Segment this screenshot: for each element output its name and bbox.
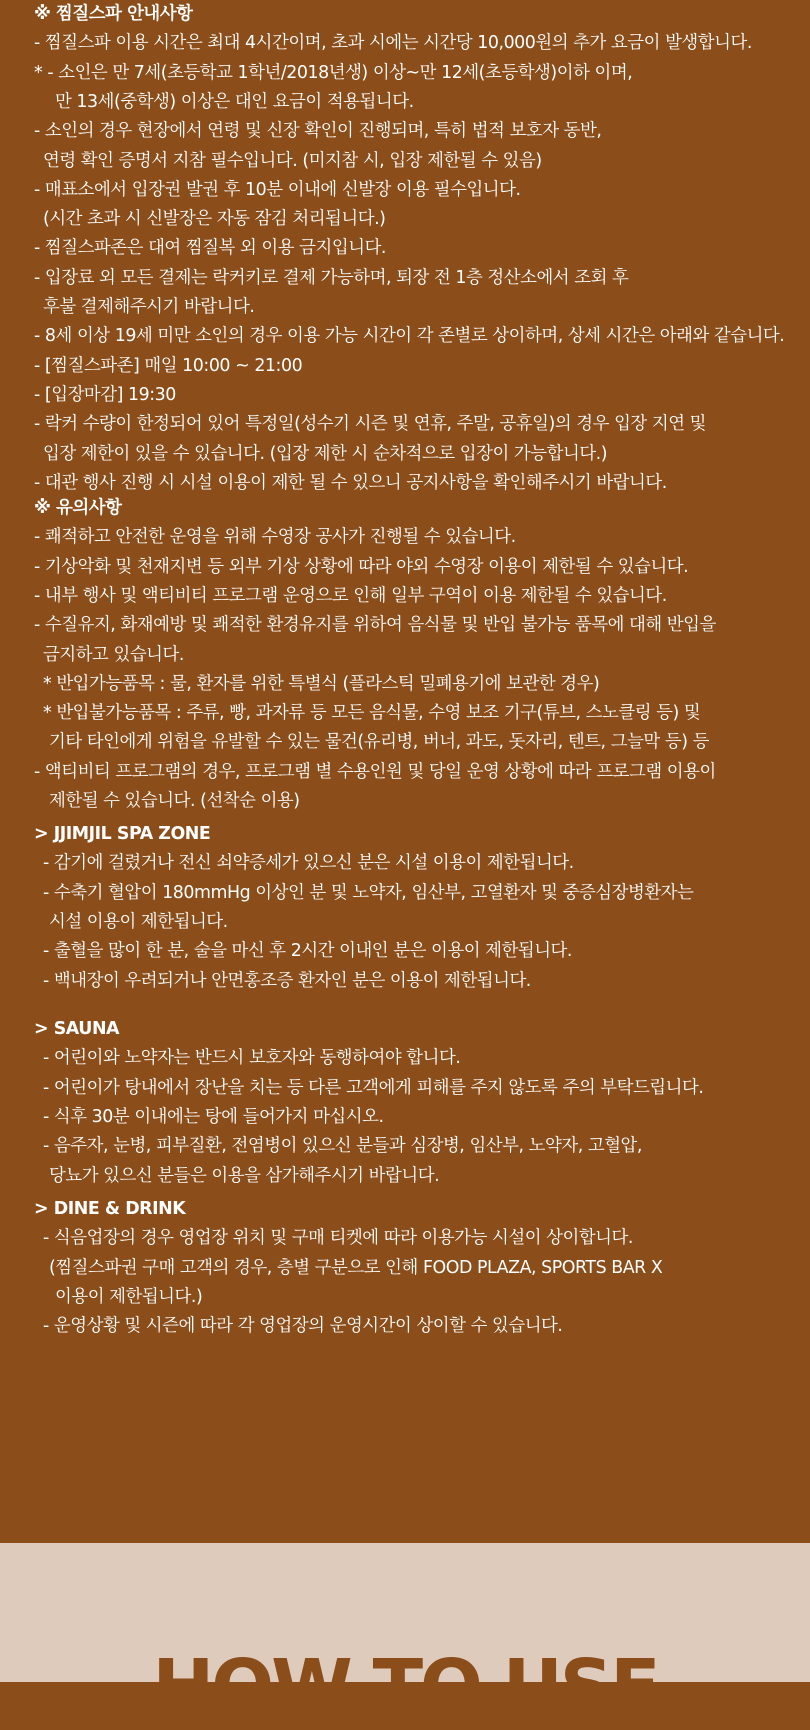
notice-line: 후불 결제해주시기 바랍니다. — [43, 297, 255, 317]
notice-line: - 찜질스파 이용 시간은 최대 4시간이며, 초과 시에는 시간당 10,000원의 추가 요금이 발생합니다. — [34, 33, 752, 54]
notice-line: - 감기에 걸렸거나 전신 쇠약증세가 있으신 분은 시설 이용이 제한됩니다. — [43, 853, 574, 874]
notice-line: * 반입가능품목 : 물, 환자를 위한 특별식 (플라스틱 밀폐용기에 보관한 경우) — [43, 673, 600, 694]
notice-line: - 수축기 혈압이 180mmHg 이상인 분 및 노약자, 임산부, 고열환자 및 중증심장병환자는 — [43, 882, 694, 903]
section-heading: ※ 찜질스파 안내사항 — [34, 4, 193, 24]
section-heading: ※ 유의사항 — [34, 498, 122, 518]
notice-line: - 식후 30분 이내에는 탕에 들어가지 마십시오. — [43, 1106, 384, 1127]
notice-line: - 락커 수량이 한정되어 있어 특정일(성수기 시즌 및 연휴, 주말, 공휴일)의 경우 입장 지연 및 — [34, 414, 706, 435]
notice-line: - [찜질스파존] 매일 10:00 ~ 21:00 — [34, 355, 303, 376]
notice-line: - 소인의 경우 현장에서 연령 및 신장 확인이 진행되며, 특히 법적 보호자 동반, — [34, 121, 602, 142]
notice-line: (시간 초과 시 신발장은 자동 잠김 처리됩니다.) — [43, 209, 386, 230]
notice-line: 시설 이용이 제한됩니다. — [49, 911, 228, 932]
notice-line: * - 소인은 만 7세(초등학교 1학년/2018년생) 이상~만 12세(초등학생)이하 이며, — [34, 62, 633, 83]
notice-line: - 출혈을 많이 한 분, 술을 마신 후 2시간 이내인 분은 이용이 제한됩니다. — [43, 941, 572, 962]
notice-line: - 기상악화 및 천재지변 등 외부 기상 상황에 따라 야외 수영장 이용이 제한될 수 있습니다. — [34, 556, 689, 577]
notice-line: - 액티비티 프로그램의 경우, 프로그램 별 수용인원 및 당일 운영 상황에 따라 프로그램 이용이 — [34, 761, 716, 782]
notice-line: - [입장마감] 19:30 — [34, 384, 176, 405]
how-to-use-heading: HOW TO USE — [152, 1644, 658, 1730]
notice-line: 만 13세(중학생) 이상은 대인 요금이 적용됩니다. — [55, 91, 414, 112]
notice-line: - 어린이가 탕내에서 장난을 치는 등 다른 고객에게 피해를 주지 않도록 주의 부탁드립니다. — [43, 1077, 704, 1098]
notice-line: - 수질유지, 화재예방 및 쾌적한 환경유지를 위하여 음식물 및 반입 불가능 품목에 대해 반입을 — [34, 615, 716, 636]
notice-line: - 대관 행사 진행 시 시설 이용이 제한 될 수 있으니 공지사항을 확인해주시기 바랍니다. — [34, 472, 667, 493]
notice-line: 금지하고 있습니다. — [43, 644, 184, 665]
notice-line: - 백내장이 우려되거나 안면홍조증 환자인 분은 이용이 제한됩니다. — [43, 970, 531, 991]
notice-line: - 매표소에서 입장권 발권 후 10분 이내에 신발장 이용 필수입니다. — [34, 179, 521, 200]
section-heading: > DINE & DRINK — [34, 1199, 186, 1219]
notice-line: (찜질스파권 구매 고객의 경우, 층별 구분으로 인해 FOOD PLAZA, SPORTS BAR X — [49, 1257, 663, 1278]
section-heading: > JJIMJIL SPA ZONE — [34, 824, 211, 844]
how-to-use-banner — [0, 1543, 810, 1730]
notice-line: * 반입불가능품목 : 주류, 빵, 과자류 등 모든 음식물, 수영 보조 기구(튜브, 스노클링 등) 및 — [43, 703, 701, 724]
notice-line: - 8세 이상 19세 미만 소인의 경우 이용 가능 시간이 각 존별로 상이하며, 상세 시간은 아래와 같습니다. — [34, 326, 785, 347]
notice-line: 입장 제한이 있을 수 있습니다. (입장 제한 시 순차적으로 입장이 가능합니다.) — [43, 443, 608, 464]
notice-line: - 쾌적하고 안전한 운영을 위해 수영장 공사가 진행될 수 있습니다. — [34, 527, 516, 548]
section-heading: > SAUNA — [34, 1019, 120, 1039]
notice-line: 제한될 수 있습니다. (선착순 이용) — [49, 791, 300, 811]
notice-line: - 운영상황 및 시즌에 따라 각 영업장의 운영시간이 상이할 수 있습니다. — [43, 1316, 563, 1337]
notice-line: 연령 확인 증명서 지참 필수입니다. (미지참 시, 입장 제한될 수 있음) — [43, 150, 542, 171]
notice-line: - 찜질스파존은 대여 찜질복 외 이용 금지입니다. — [34, 238, 387, 259]
notice-line: - 어린이와 노약자는 반드시 보호자와 동행하여야 합니다. — [43, 1048, 461, 1069]
notice-line: - 입장료 외 모든 결제는 락커키로 결제 가능하며, 퇴장 전 1층 정산소에서 조회 후 — [34, 267, 629, 288]
notice-line: 기타 타인에게 위험을 유발할 수 있는 물건(유리병, 버너, 과도, 돗자리, 텐트, 그늘막 등) 등 — [49, 732, 709, 753]
notice-line: - 식음업장의 경우 영업장 위치 및 구매 티켓에 따라 이용가능 시설이 상이합니다. — [43, 1228, 633, 1249]
notice-line: - 음주자, 눈병, 피부질환, 전염병이 있으신 분들과 심장병, 임산부, 노약자, 고혈압, — [43, 1136, 642, 1157]
notice-line: - 내부 행사 및 액티비티 프로그램 운영으로 인해 일부 구역이 이용 제한될 수 있습니다. — [34, 585, 667, 606]
notice-line: 이용이 제한됩니다.) — [55, 1286, 203, 1307]
notice-line: 당뇨가 있으신 분들은 이용을 삼가해주시기 바랍니다. — [49, 1165, 440, 1186]
